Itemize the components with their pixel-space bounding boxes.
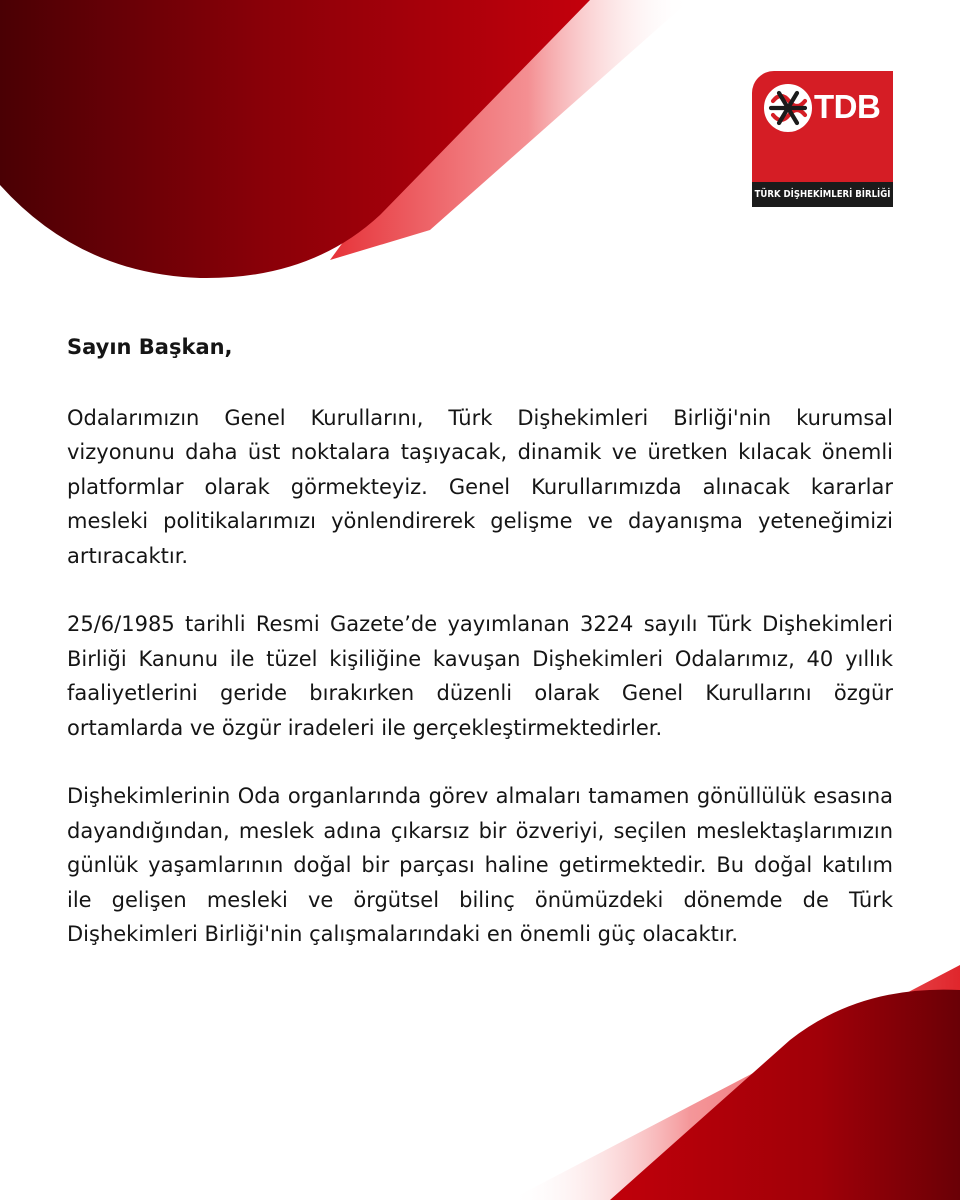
bottom-wave-shape xyxy=(610,990,960,1200)
logo-full-name: TÜRK DİŞHEKİMLERİ BİRLİĞİ xyxy=(752,182,893,207)
paragraph-1: Odalarımızın Genel Kurullarını, Türk Dişhekimleri Birliği'nin kurumsal vizyonunu daha üst noktalara taşıyacak, dinamik ve üretken kılacak önemli platformlar olarak görmekteyiz. Genel Kurullarımızda alınacak kararlar mesleki politikalarımızı yönlendirerek gelişme ve dayanışma yeteneğimizi artıracaktır. xyxy=(67,405,893,568)
knot-emblem-icon xyxy=(761,81,815,135)
bottom-ribbon-shape xyxy=(510,965,960,1200)
tdb-logo xyxy=(752,71,893,207)
top-ribbon-shape xyxy=(330,0,690,260)
logo-abbreviation: TDB xyxy=(814,88,881,125)
top-wave-shape xyxy=(0,0,590,278)
paragraph-3: Dişhekimlerinin Oda organlarında görev almaları tamamen gönüllülük esasına dayandığından, meslek adına çıkarsız bir özveriyi, seçilen meslektaşlarımızın günlük yaşamlarının doğal bir parçası haline getirmektedir. Bu doğal katılım ile gelişen mesleki ve örgütsel bilinç önümüzdeki dönemde de Türk Dişhekimleri Birliği'nin çalışmalarındaki en önemli güç olacaktır. xyxy=(67,784,893,946)
salutation: Sayın Başkan, xyxy=(67,335,233,359)
letter-body xyxy=(67,330,893,986)
paragraph-2: 25/6/1985 tarihli Resmi Gazete’de yayımlanan 3224 sayılı Türk Dişhekimleri Birliği Kanunu ile tüzel kişiliğine kavuşan Dişhekimleri Odalarımız, 40 yıllık faaliyetlerini geride bırakırken düzenli olarak Genel Kurullarını özgür ortamlarda ve özgür iradeleri ile gerçekleştirmektedirler. xyxy=(67,612,893,740)
